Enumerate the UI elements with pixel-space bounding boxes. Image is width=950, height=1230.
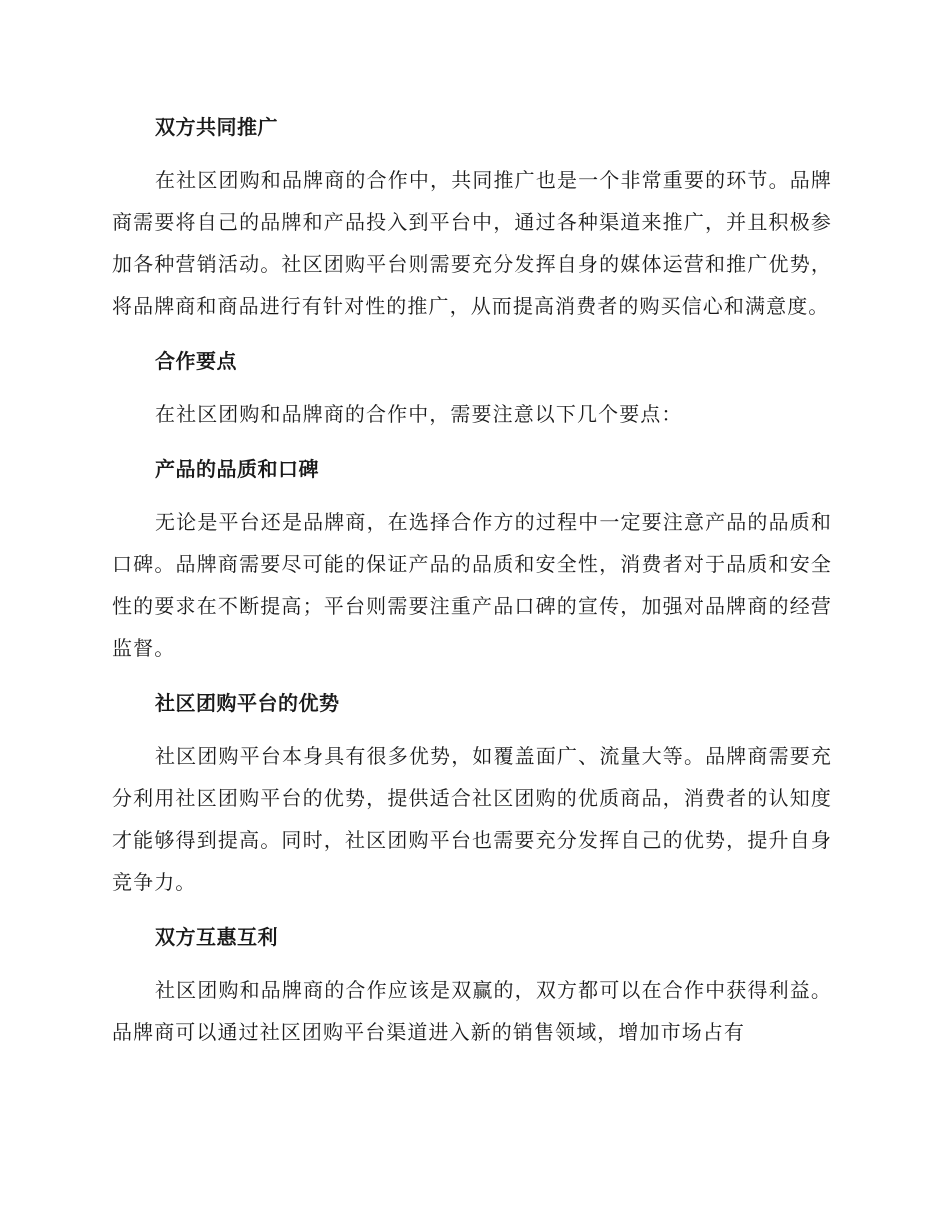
section-paragraph: 无论是平台还是品牌商，在选择合作方的过程中一定要注意产品的品质和口碑。品牌商需要尽可能的保证产品的品质和安全性，消费者对于品质和安全性的要求在不断提高；平台则需要注重产品口碑的宣传，加强对品牌商的经营监督。 [112,510,832,660]
section-heading: 产品的品质和口碑 [155,457,319,481]
section-heading: 双方互惠互利 [155,925,278,949]
section-heading: 双方共同推广 [155,115,278,139]
section-paragraph: 在社区团购和品牌商的合作中，需要注意以下几个要点： [155,402,683,426]
section-paragraph: 在社区团购和品牌商的合作中，共同推广也是一个非常重要的环节。品牌商需要将自己的品牌和产品投入到平台中，通过各种渠道来推广，并且积极参加各种营销活动。社区团购平台则需要充分发挥自身的媒体运营和推广优势，将品牌商和商品进行有针对性的推广，从而提高消费者的购买信心和满意度。 [112,168,832,318]
section-paragraph: 社区团购和品牌商的合作应该是双赢的，双方都可以在合作中获得利益。品牌商可以通过社区团购平台渠道进入新的销售领域，增加市场占有 [112,978,832,1044]
document-body [112,105,832,1065]
section-paragraph: 社区团购平台本身具有很多优势，如覆盖面广、流量大等。品牌商需要充分利用社区团购平台的优势，提供适合社区团购的优质商品，消费者的认知度才能够得到提高。同时，社区团购平台也需要充分发挥自己的优势，提升自身竞争力。 [112,744,832,894]
section-heading: 合作要点 [155,349,237,373]
section-heading: 社区团购平台的优势 [155,691,340,715]
